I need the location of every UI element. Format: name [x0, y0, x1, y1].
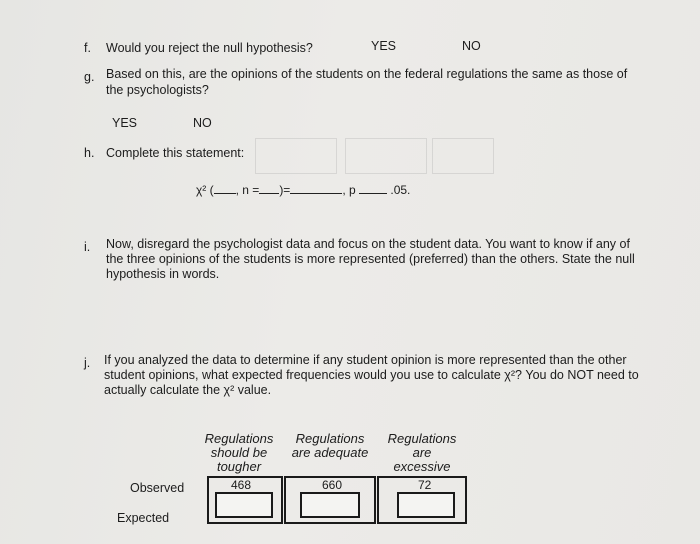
column-header-adequate: Regulations are adequate: [291, 431, 369, 460]
frequency-cell-tougher: [207, 476, 283, 524]
chi-square-symbol: χ² (: [196, 183, 214, 197]
row-label-expected: Expected: [117, 511, 170, 525]
frequency-cell-excessive: [377, 476, 467, 524]
chi-close-label: )=: [279, 183, 291, 197]
row-label-observed: Observed: [130, 481, 185, 495]
observed-value-excessive: 72: [418, 478, 432, 492]
question-j-text: If you analyzed the data to determine if any student opinion is more represented than the other student opinions, what expected frequencies would you use to calculate χ²? You do NOT need to actually calculate the χ² value.: [104, 353, 639, 397]
question-g-line2: the psychologists?: [106, 83, 209, 97]
question-j-label: j.: [84, 356, 91, 370]
chi-value-blank[interactable]: [290, 193, 342, 194]
expected-input-adequate[interactable]: [300, 492, 360, 518]
bleed-through-box: [345, 138, 427, 174]
p-label: p: [349, 183, 356, 197]
bleed-through-box: [432, 138, 494, 174]
question-i-text: Now, disregard the psychologist data and focus on the student data. You want to know if any of the three opinions of the students is more represented (preferred) than the others. State the null hypothesis in words.: [106, 237, 635, 281]
n-blank[interactable]: [259, 193, 279, 194]
expected-input-excessive[interactable]: [397, 492, 455, 518]
p-comparison-blank[interactable]: [359, 193, 387, 194]
chi-square-statement: χ² ( , n = )= , p .05.: [196, 183, 411, 197]
alpha-value: .05.: [390, 183, 411, 197]
question-h-label: h.: [84, 146, 95, 160]
question-g-yes-option[interactable]: YES: [112, 116, 138, 130]
df-blank[interactable]: [214, 193, 236, 194]
observed-value-adequate: 660: [322, 478, 343, 492]
question-g-no-option[interactable]: NO: [193, 116, 212, 130]
question-f-no-option[interactable]: NO: [462, 39, 481, 53]
question-i-label: i.: [84, 240, 91, 254]
question-h-text: Complete this statement:: [106, 146, 245, 160]
question-g-label: g.: [84, 70, 95, 84]
question-g-line1: Based on this, are the opinions of the students on the federal regulations the same as those of: [106, 67, 628, 81]
frequency-cell-adequate: [284, 476, 376, 524]
question-f-text: Would you reject the null hypothesis?: [106, 41, 313, 55]
observed-value-tougher: 468: [231, 478, 252, 492]
column-header-excessive: Regulations are excessive: [387, 431, 457, 474]
expected-input-tougher[interactable]: [215, 492, 273, 518]
bleed-through-box: [255, 138, 337, 174]
question-f-yes-option[interactable]: YES: [371, 39, 397, 53]
column-header-tougher: Regulations should be tougher: [204, 431, 274, 474]
question-f-label: f.: [84, 41, 91, 55]
n-equals-label: n =: [242, 183, 260, 197]
